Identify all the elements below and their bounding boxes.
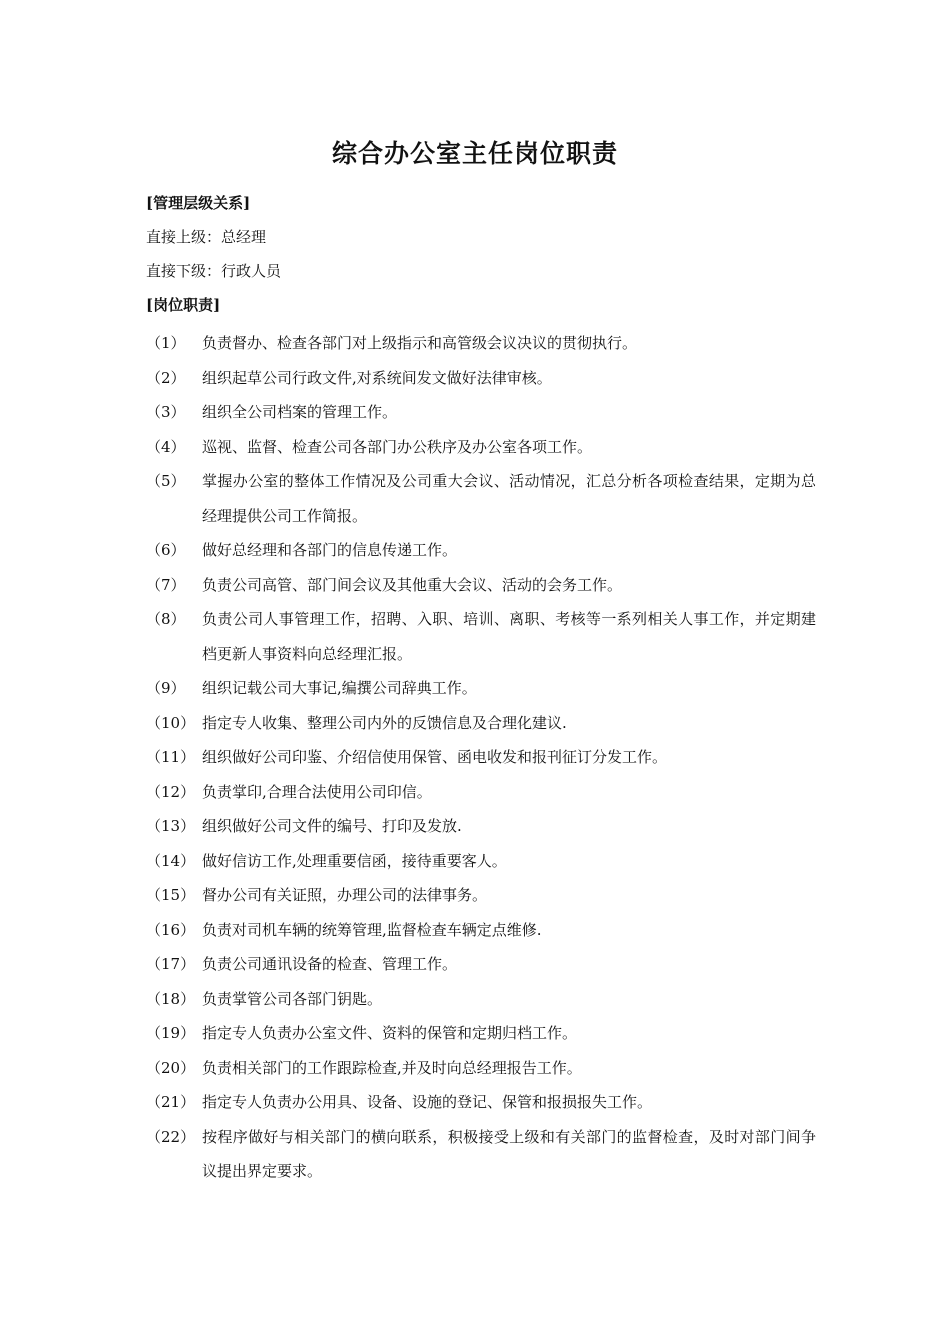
duty-number: （12） <box>146 782 196 801</box>
duty-item <box>146 878 816 913</box>
duty-item <box>146 913 816 948</box>
duty-text: 组织做好公司文件的编号、打印及发放. <box>202 817 462 835</box>
duty-number: （8） <box>146 610 186 628</box>
duties-heading: [岗位职责] <box>146 296 221 314</box>
duty-item <box>146 1085 816 1120</box>
duty-number: （7） <box>146 575 186 594</box>
duty-item <box>146 602 816 671</box>
duty-item <box>146 533 816 568</box>
duty-text: 负责公司人事管理工作，招聘、入职、培训、离职、考核等一系列相关人事工作，并定期建档更新人事资料向总经理汇报。 <box>202 610 816 663</box>
duty-text: 做好总经理和各部门的信息传递工作。 <box>202 541 458 559</box>
duty-number: （14） <box>146 851 196 870</box>
document-body <box>146 190 816 1189</box>
duty-item <box>146 361 816 396</box>
duty-item <box>146 844 816 879</box>
duty-text: 指定专人收集、整理公司内外的反馈信息及合理化建议. <box>202 713 567 732</box>
duty-number: （17） <box>146 955 196 973</box>
duty-text: 负责公司通讯设备的检查、管理工作。 <box>202 955 458 973</box>
duty-item <box>146 1016 816 1051</box>
duty-item <box>146 395 816 430</box>
duty-text: 组织全公司档案的管理工作。 <box>202 403 398 421</box>
page-title: 综合办公室主任岗位职责 <box>331 139 618 168</box>
duty-item <box>146 464 816 533</box>
duty-text: 做好信访工作,处理重要信函，接待重要客人。 <box>202 851 507 870</box>
duty-list <box>146 326 816 1189</box>
duty-text: 负责掌印,合理合法使用公司印信。 <box>202 782 432 801</box>
duty-text: 巡视、监督、检查公司各部门办公秩序及办公室各项工作。 <box>202 437 593 456</box>
duty-number: （15） <box>146 886 196 904</box>
duty-number: （11） <box>146 748 196 766</box>
duty-item <box>146 775 816 810</box>
duty-item <box>146 947 816 982</box>
duty-item <box>146 568 816 603</box>
subordinate-line: 直接下级：行政人员 <box>146 262 282 280</box>
duty-number: （9） <box>146 679 186 697</box>
duty-number: （2） <box>146 368 186 387</box>
duty-item <box>146 740 816 775</box>
duty-text: 负责相关部门的工作跟踪检查,并及时向总经理报告工作。 <box>202 1058 582 1077</box>
duty-text: 负责督办、检查各部门对上级指示和高管级会议决议的贯彻执行。 <box>202 334 638 352</box>
duty-text: 按程序做好与相关部门的横向联系，积极接受上级和有关部门的监督检查，及时对部门间争议提出界定要求。 <box>202 1127 816 1180</box>
duty-text: 组织起草公司行政文件,对系统间发文做好法律审核。 <box>202 368 552 387</box>
duty-number: （1） <box>146 334 186 352</box>
duty-number: （20） <box>146 1058 196 1077</box>
duty-text: 指定专人负责办公用具、设备、设施的登记、保管和报损报失工作。 <box>202 1093 653 1111</box>
management-heading: [管理层级关系] <box>146 194 251 212</box>
duty-text: 指定专人负责办公室文件、资料的保管和定期归档工作。 <box>202 1024 578 1042</box>
duty-text: 负责对司机车辆的统筹管理,监督检查车辆定点维修. <box>202 920 542 939</box>
duty-item <box>146 706 816 741</box>
duty-text: 负责公司高管、部门间会议及其他重大会议、活动的会务工作。 <box>202 575 623 594</box>
duty-text: 负责掌管公司各部门钥匙。 <box>202 989 383 1008</box>
duty-item <box>146 326 816 361</box>
duty-item <box>146 809 816 844</box>
duty-number: （3） <box>146 403 186 421</box>
duty-number: （22） <box>146 1127 196 1146</box>
duty-number: （21） <box>146 1093 196 1111</box>
duty-number: （16） <box>146 920 196 939</box>
duty-number: （19） <box>146 1024 196 1042</box>
duty-item <box>146 671 816 706</box>
duty-item <box>146 982 816 1017</box>
duty-text: 组织记载公司大事记,编撰公司辞典工作。 <box>202 679 477 697</box>
duty-number: （5） <box>146 472 186 490</box>
duty-text: 督办公司有关证照，办理公司的法律事务。 <box>202 886 488 904</box>
duty-number: （13） <box>146 817 196 835</box>
duty-item <box>146 1120 816 1189</box>
duty-number: （4） <box>146 437 186 456</box>
duty-number: （10） <box>146 713 196 732</box>
superior-line: 直接上级：总经理 <box>146 228 267 246</box>
duty-number: （18） <box>146 989 196 1008</box>
duty-item <box>146 430 816 465</box>
duty-text: 组织做好公司印鉴、介绍信使用保管、函电收发和报刊征订分发工作。 <box>202 748 668 766</box>
duty-number: （6） <box>146 541 186 559</box>
duty-item <box>146 1051 816 1086</box>
duty-text: 掌握办公室的整体工作情况及公司重大会议、活动情况，汇总分析各项检查结果，定期为总经理提供公司工作简报。 <box>202 472 816 525</box>
